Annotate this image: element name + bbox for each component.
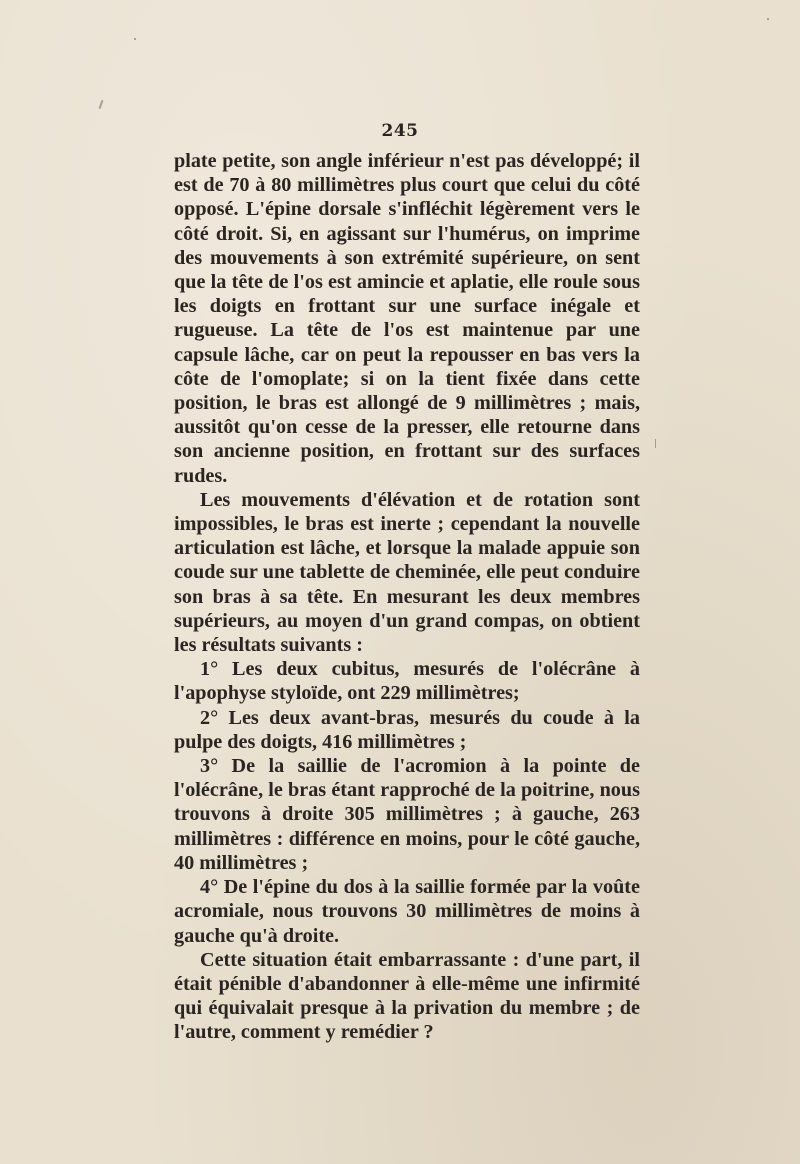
- paper-speck: [99, 100, 104, 109]
- paragraph: 2° Les deux avant-bras, mesurés du coude à la pulpe des doigts, 416 millimètres ;: [174, 706, 640, 753]
- page-number: 245: [381, 121, 419, 141]
- paragraph: 3° De la saillie de l'acromion à la pointe de l'olécrâne, le bras étant rapproché de la poitrine, nous trouvons à droite 305 millimètres ; à gauche, 263 millimètres : différence en moins, pour le côté gauche, 40 millimètres ;: [174, 755, 640, 874]
- paper-speck: [767, 18, 769, 20]
- paper-speck: [134, 38, 136, 40]
- body-text: [174, 149, 640, 1045]
- paragraph: Cette situation était embarrassante : d'une part, il était pénible d'abandonner à elle-même une infirmité qui équivalait presque à la privation du membre ; de l'autre, comment y remédier ?: [174, 948, 640, 1044]
- paragraph: 1° Les deux cubitus, mesurés de l'olécrâne à l'apophyse styloïde, ont 229 millimètres;: [174, 658, 640, 705]
- paper-speck: [655, 439, 656, 448]
- paragraph: Les mouvements d'élévation et de rotation sont impossibles, le bras est inerte ; cependant la nouvelle articulation est lâche, et lorsque la malade appuie son coude sur une tablette de cheminée, elle peut conduire son bras à sa tête. En mesurant les deux membres supérieurs, au moyen d'un grand compas, on obtient les résultats suivants :: [174, 488, 640, 657]
- paragraph: 4° De l'épine du dos à la saillie formée par la voûte acromiale, nous trouvons 30 millimètres de moins à gauche qu'à droite.: [174, 876, 640, 947]
- paragraph: plate petite, son angle inférieur n'est pas développé; il est de 70 à 80 millimètres plus court que celui du côté opposé. L'épine dorsale s'infléchit légèrement vers le côté droit. Si, en agissant sur l'humérus, on imprime des mouvements à son extrémité supérieure, on sent que la tête de l'os est amincie et aplatie, elle roule sous les doigts en frottant sur une surface inégale et rugueuse. La tête de l'os est maintenue par une capsule lâche, car on peut la repousser en bas vers la côte de l'omoplate; si on la tient fixée dans cette position, le bras est allongé de 9 millimètres ; mais, aussitôt qu'on cesse de la presser, elle retourne dans son ancienne position, en frottant sur des surfaces rudes.: [174, 150, 640, 487]
